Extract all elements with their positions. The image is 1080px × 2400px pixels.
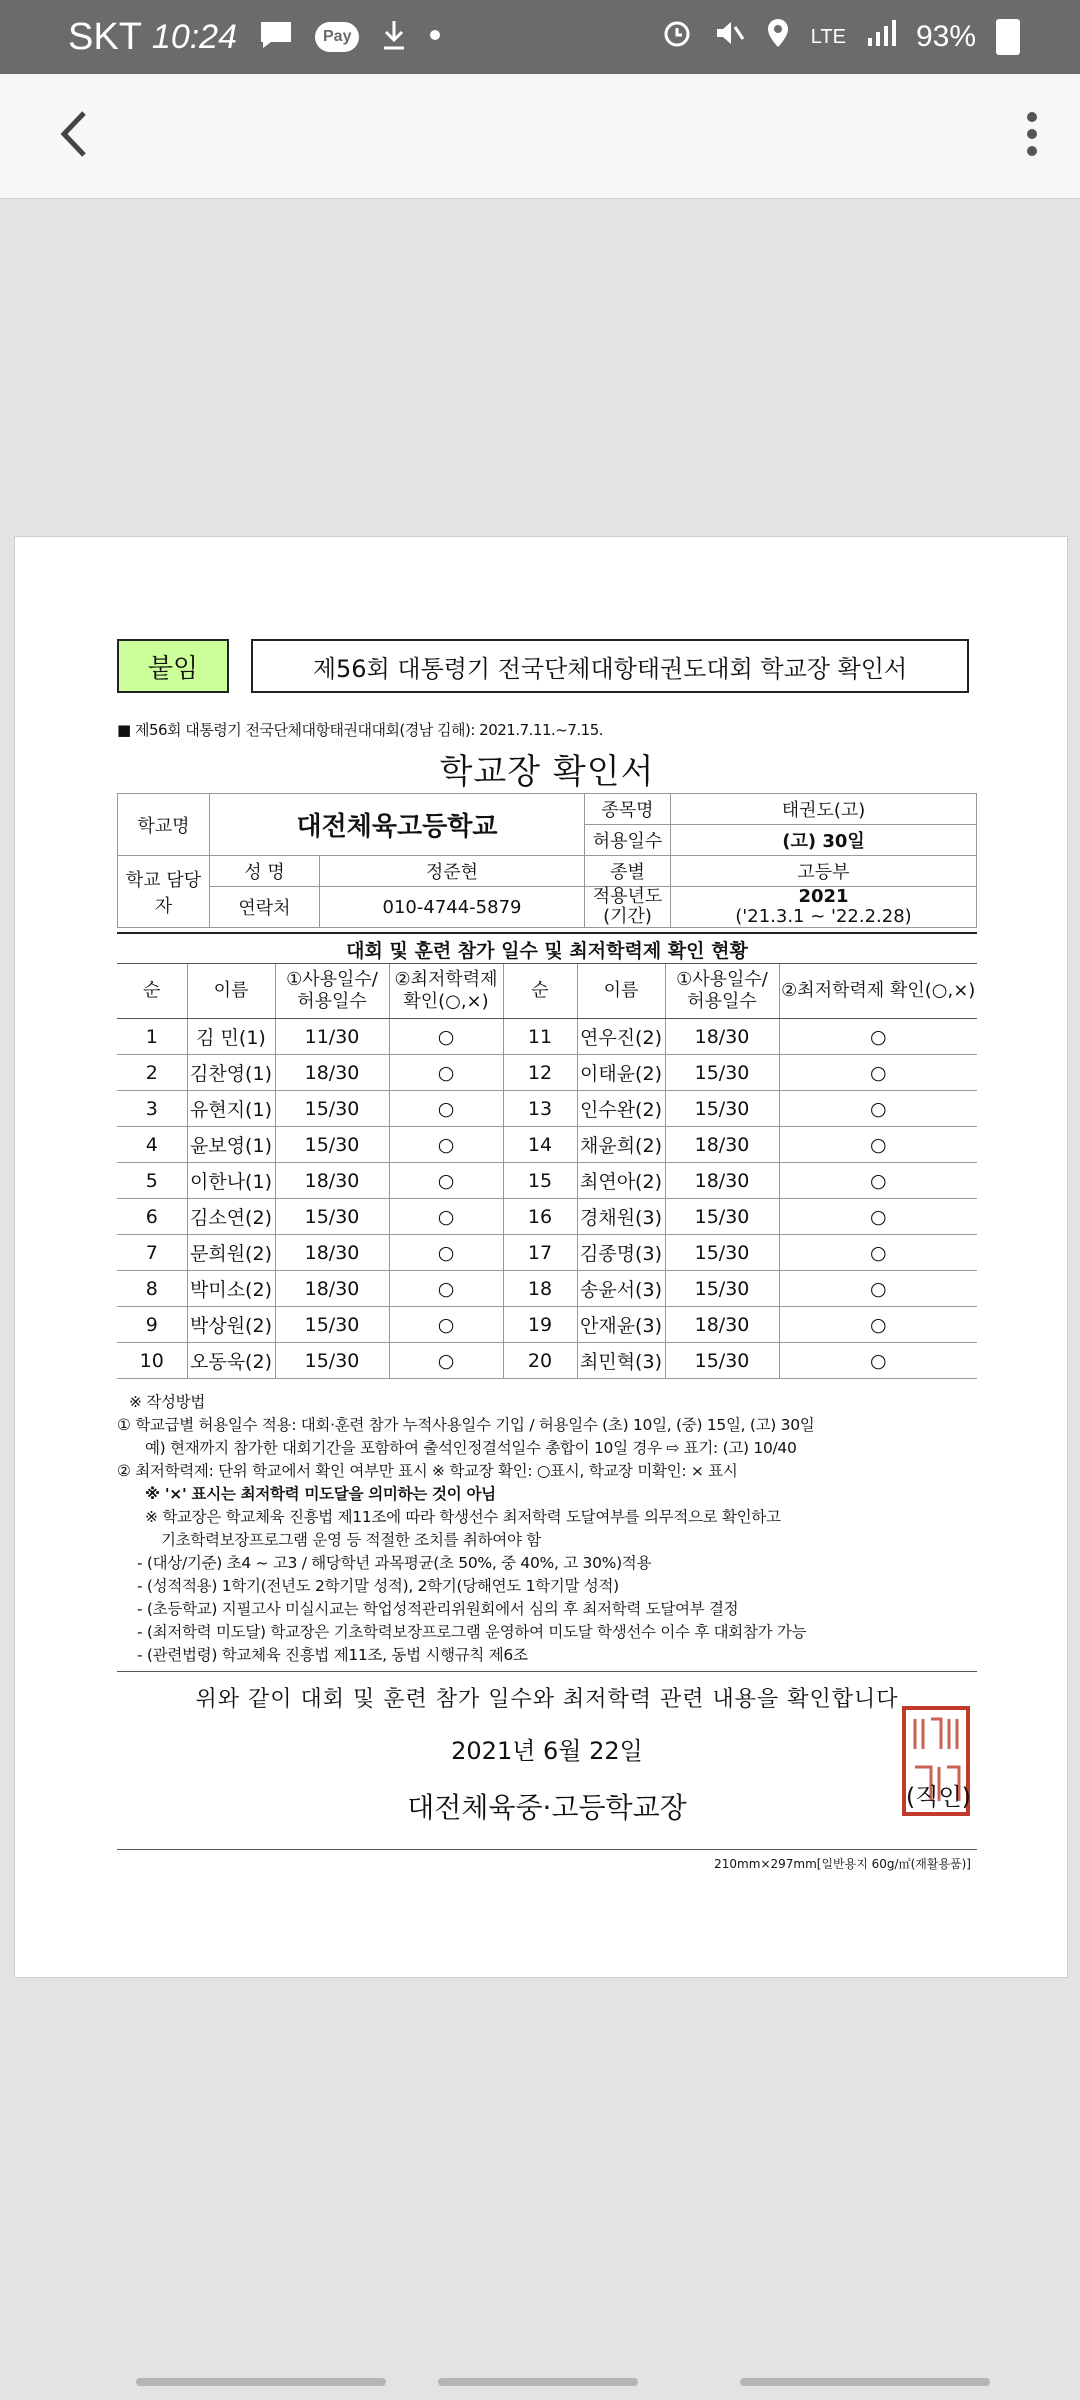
student-name: 경채원(3) bbox=[577, 1199, 665, 1235]
gesture-nav-bar bbox=[0, 2360, 1080, 2400]
col-days: ①사용일수/ 허용일수 bbox=[275, 964, 389, 1019]
attachment-label: 붙임 bbox=[117, 639, 229, 693]
page-title: 학교장 확인서 bbox=[439, 752, 655, 792]
student-name: 김종명(3) bbox=[577, 1235, 665, 1271]
used-days: 15/30 bbox=[665, 1091, 779, 1127]
row-number: 19 bbox=[503, 1307, 577, 1343]
row-number: 4 bbox=[117, 1127, 187, 1163]
student-name: 송윤서(3) bbox=[577, 1271, 665, 1307]
seal-label: (직인) bbox=[905, 1783, 971, 1811]
note-1: ① 학교급별 허용일수 적용: 대회·훈련 참가 누적사용일수 기입 / 허용일수 (초) 10일, (중) 15일, (고) 30일 bbox=[117, 1416, 815, 1434]
check-mark: ○ bbox=[389, 1199, 503, 1235]
message-icon bbox=[259, 20, 293, 55]
student-name: 박미소(2) bbox=[187, 1271, 275, 1307]
roster-table bbox=[117, 963, 977, 1379]
note-2b: ※ 학교장은 학교체육 진흥법 제11조에 따라 학생선수 최저학력 도달여부를 의무적으로 확인하고 bbox=[145, 1508, 781, 1526]
row-number: 5 bbox=[117, 1163, 187, 1199]
notes-heading: ※ 작성방법 bbox=[129, 1393, 206, 1411]
col-no: 순 bbox=[117, 964, 187, 1019]
used-days: 15/30 bbox=[275, 1199, 389, 1235]
event-label: 종목명 bbox=[585, 794, 671, 825]
used-days: 15/30 bbox=[665, 1235, 779, 1271]
notification-dot-icon bbox=[429, 28, 441, 46]
row-number: 3 bbox=[117, 1091, 187, 1127]
check-mark: ○ bbox=[779, 1343, 977, 1379]
check-mark: ○ bbox=[779, 1127, 977, 1163]
check-mark: ○ bbox=[389, 1235, 503, 1271]
used-days: 15/30 bbox=[665, 1055, 779, 1091]
pay-icon: Pay bbox=[315, 22, 359, 52]
document-content bbox=[117, 639, 977, 1871]
col-no: 순 bbox=[503, 964, 577, 1019]
row-number: 10 bbox=[117, 1343, 187, 1379]
row-number: 18 bbox=[503, 1271, 577, 1307]
note-detail-4: - (최저학력 미도달) 학교장은 기초학력보장프로그램 운영하여 미도달 학생선수 이수 후 대회참가 가능 bbox=[137, 1623, 807, 1641]
notes-section bbox=[117, 1391, 977, 1667]
table-row bbox=[117, 1163, 977, 1199]
used-days: 15/30 bbox=[665, 1199, 779, 1235]
row-number: 8 bbox=[117, 1271, 187, 1307]
battery-percent: 93% bbox=[915, 20, 976, 53]
clock: 10:24 bbox=[151, 17, 237, 56]
student-name: 이한나(1) bbox=[187, 1163, 275, 1199]
row-number: 1 bbox=[117, 1019, 187, 1055]
network-type: LTE bbox=[810, 25, 846, 48]
note-detail-5: - (관련법령) 학교체육 진흥법 제11조, 동법 시행규칙 제6조 bbox=[137, 1646, 528, 1664]
back-handle[interactable] bbox=[740, 2378, 990, 2386]
student-name: 김찬영(1) bbox=[187, 1055, 275, 1091]
note-2a: ※ '×' 표시는 최저학력 미도달을 의미하는 것이 아님 bbox=[145, 1485, 496, 1503]
table-row bbox=[117, 1091, 977, 1127]
used-days: 18/30 bbox=[665, 1019, 779, 1055]
year-cell bbox=[671, 887, 977, 928]
contact-value: 010-4744-5879 bbox=[320, 887, 585, 928]
issue-date: 2021년 6월 22일 bbox=[451, 1737, 643, 1765]
category-value: 고등부 bbox=[671, 856, 977, 887]
row-number: 9 bbox=[117, 1307, 187, 1343]
signal-icon bbox=[866, 18, 896, 56]
row-number: 2 bbox=[117, 1055, 187, 1091]
alarm-icon bbox=[661, 17, 693, 57]
more-vertical-icon bbox=[1025, 109, 1039, 163]
allowed-days-label: 허용일수 bbox=[585, 825, 671, 856]
year-period: ('21.3.1 ~ '22.2.28) bbox=[735, 906, 912, 927]
table-row bbox=[117, 1127, 977, 1163]
row-number: 13 bbox=[503, 1091, 577, 1127]
used-days: 18/30 bbox=[665, 1307, 779, 1343]
table-row bbox=[117, 1343, 977, 1379]
col-days: ①사용일수/ 허용일수 bbox=[665, 964, 779, 1019]
used-days: 15/30 bbox=[275, 1091, 389, 1127]
meet-info-line bbox=[117, 719, 977, 740]
note-1-example: 예) 현재까지 참가한 대회기간을 포함하여 출석인정결석일수 총합이 10일 경우 ⇨ 표기: (고) 10/40 bbox=[145, 1439, 797, 1457]
student-name: 최민혁(3) bbox=[577, 1343, 665, 1379]
used-days: 15/30 bbox=[665, 1271, 779, 1307]
used-days: 18/30 bbox=[275, 1055, 389, 1091]
check-mark: ○ bbox=[389, 1343, 503, 1379]
check-mark: ○ bbox=[389, 1019, 503, 1055]
used-days: 18/30 bbox=[665, 1163, 779, 1199]
check-mark: ○ bbox=[779, 1019, 977, 1055]
student-name: 박상원(2) bbox=[187, 1307, 275, 1343]
contact-label: 연락처 bbox=[210, 887, 320, 928]
check-mark: ○ bbox=[779, 1271, 977, 1307]
used-days: 18/30 bbox=[275, 1271, 389, 1307]
table-row bbox=[117, 1271, 977, 1307]
carrier-label: SKT bbox=[68, 15, 142, 58]
col-check: ②최저학력제 확인(○,×) bbox=[779, 964, 977, 1019]
category-label: 종별 bbox=[585, 856, 671, 887]
row-number: 12 bbox=[503, 1055, 577, 1091]
check-mark: ○ bbox=[389, 1055, 503, 1091]
student-name: 유현지(1) bbox=[187, 1091, 275, 1127]
battery-icon bbox=[996, 19, 1020, 55]
chevron-left-icon bbox=[56, 109, 92, 163]
square-bullet-icon: ■ bbox=[117, 721, 131, 739]
name-value: 정준현 bbox=[320, 856, 585, 887]
student-name: 이태윤(2) bbox=[577, 1055, 665, 1091]
table-row bbox=[117, 1199, 977, 1235]
table-row bbox=[117, 1055, 977, 1091]
student-name: 안재윤(3) bbox=[577, 1307, 665, 1343]
check-mark: ○ bbox=[779, 1091, 977, 1127]
col-check: ②최저학력제 확인(○,×) bbox=[389, 964, 503, 1019]
row-number: 11 bbox=[503, 1019, 577, 1055]
table-row bbox=[117, 1307, 977, 1343]
check-mark: ○ bbox=[389, 1127, 503, 1163]
status-bar bbox=[0, 0, 1080, 74]
note-detail-2: - (성적적용) 1학기(전년도 2학기말 성적), 2학기(당해연도 1학기말 성적) bbox=[137, 1577, 619, 1595]
check-mark: ○ bbox=[779, 1307, 977, 1343]
used-days: 11/30 bbox=[275, 1019, 389, 1055]
used-days: 15/30 bbox=[665, 1343, 779, 1379]
check-mark: ○ bbox=[389, 1091, 503, 1127]
roster-title: 대회 및 훈련 참가 일수 및 최저학력제 확인 현황 bbox=[117, 932, 977, 963]
footer-divider bbox=[117, 1849, 977, 1850]
table-row bbox=[117, 1019, 977, 1055]
info-table bbox=[117, 793, 977, 928]
year-label: 적용년도 (기간) bbox=[585, 887, 671, 928]
location-icon bbox=[765, 17, 791, 57]
note-detail-3: - (초등학교) 지필고사 미실시교는 학업성적관리위원회에서 심의 후 최저학력 도달여부 결정 bbox=[137, 1600, 739, 1618]
year-value: 2021 bbox=[798, 886, 849, 907]
check-mark: ○ bbox=[389, 1163, 503, 1199]
header-title: 제56회 대통령기 전국단체대항태권도대회 학교장 확인서 bbox=[251, 639, 969, 693]
more-options-button[interactable] bbox=[1010, 106, 1054, 166]
mute-icon bbox=[713, 17, 745, 57]
student-name: 최연아(2) bbox=[577, 1163, 665, 1199]
row-number: 16 bbox=[503, 1199, 577, 1235]
paper-spec-note: 210mm×297mm[일반용지 60g/㎡(재활용품)] bbox=[714, 1857, 971, 1871]
meet-info-text: 제56회 대통령기 전국단체대항태권대대회(경남 김해): 2021.7.11.~7.15. bbox=[134, 721, 604, 739]
used-days: 15/30 bbox=[275, 1307, 389, 1343]
note-detail-1: - (대상/기준) 초4 ~ 고3 / 해당학년 과목평균(초 50%, 중 40%, 고 30%)적용 bbox=[137, 1554, 652, 1572]
check-mark: ○ bbox=[389, 1271, 503, 1307]
allowed-days-value: (고) 30일 bbox=[671, 825, 977, 856]
note-2: ② 최저학력제: 단위 학교에서 확인 여부만 표시 ※ 학교장 확인: ○표시, 학교장 미확인: × 표시 bbox=[117, 1462, 738, 1480]
manager-label: 학교 담당자 bbox=[118, 856, 210, 928]
event-value: 태권도(고) bbox=[671, 794, 977, 825]
school-name: 대전체육고등학교 bbox=[210, 794, 585, 856]
used-days: 15/30 bbox=[275, 1127, 389, 1163]
used-days: 18/30 bbox=[275, 1235, 389, 1271]
row-number: 6 bbox=[117, 1199, 187, 1235]
row-number: 20 bbox=[503, 1343, 577, 1379]
check-mark: ○ bbox=[779, 1055, 977, 1091]
confirmation-text: 위와 같이 대회 및 훈련 참가 일수와 최저학력 관련 내용을 확인합니다 bbox=[117, 1671, 977, 1713]
check-mark: ○ bbox=[389, 1307, 503, 1343]
student-name: 오동욱(2) bbox=[187, 1343, 275, 1379]
document-page bbox=[14, 536, 1068, 1978]
col-name: 이름 bbox=[187, 964, 275, 1019]
note-2c: 기초학력보장프로그램 운영 등 적절한 조치를 취하여야 함 bbox=[161, 1531, 541, 1549]
check-mark: ○ bbox=[779, 1163, 977, 1199]
student-name: 채윤희(2) bbox=[577, 1127, 665, 1163]
student-name: 연우진(2) bbox=[577, 1019, 665, 1055]
student-name: 김소연(2) bbox=[187, 1199, 275, 1235]
used-days: 18/30 bbox=[275, 1163, 389, 1199]
recent-apps-handle[interactable] bbox=[136, 2378, 386, 2386]
row-number: 14 bbox=[503, 1127, 577, 1163]
col-name: 이름 bbox=[577, 964, 665, 1019]
student-name: 김 민(1) bbox=[187, 1019, 275, 1055]
name-label: 성 명 bbox=[210, 856, 320, 887]
check-mark: ○ bbox=[779, 1199, 977, 1235]
row-number: 17 bbox=[503, 1235, 577, 1271]
school-label: 학교명 bbox=[118, 794, 210, 856]
check-mark: ○ bbox=[779, 1235, 977, 1271]
row-number: 15 bbox=[503, 1163, 577, 1199]
used-days: 15/30 bbox=[275, 1343, 389, 1379]
student-name: 문희원(2) bbox=[187, 1235, 275, 1271]
table-row bbox=[117, 1235, 977, 1271]
student-name: 인수완(2) bbox=[577, 1091, 665, 1127]
home-handle[interactable] bbox=[438, 2378, 638, 2386]
back-button[interactable] bbox=[44, 106, 104, 166]
principal-name: 대전체육중·고등학교장 bbox=[407, 1791, 687, 1824]
app-bar bbox=[0, 74, 1080, 199]
download-icon bbox=[381, 19, 407, 56]
used-days: 18/30 bbox=[665, 1127, 779, 1163]
row-number: 7 bbox=[117, 1235, 187, 1271]
student-name: 윤보영(1) bbox=[187, 1127, 275, 1163]
